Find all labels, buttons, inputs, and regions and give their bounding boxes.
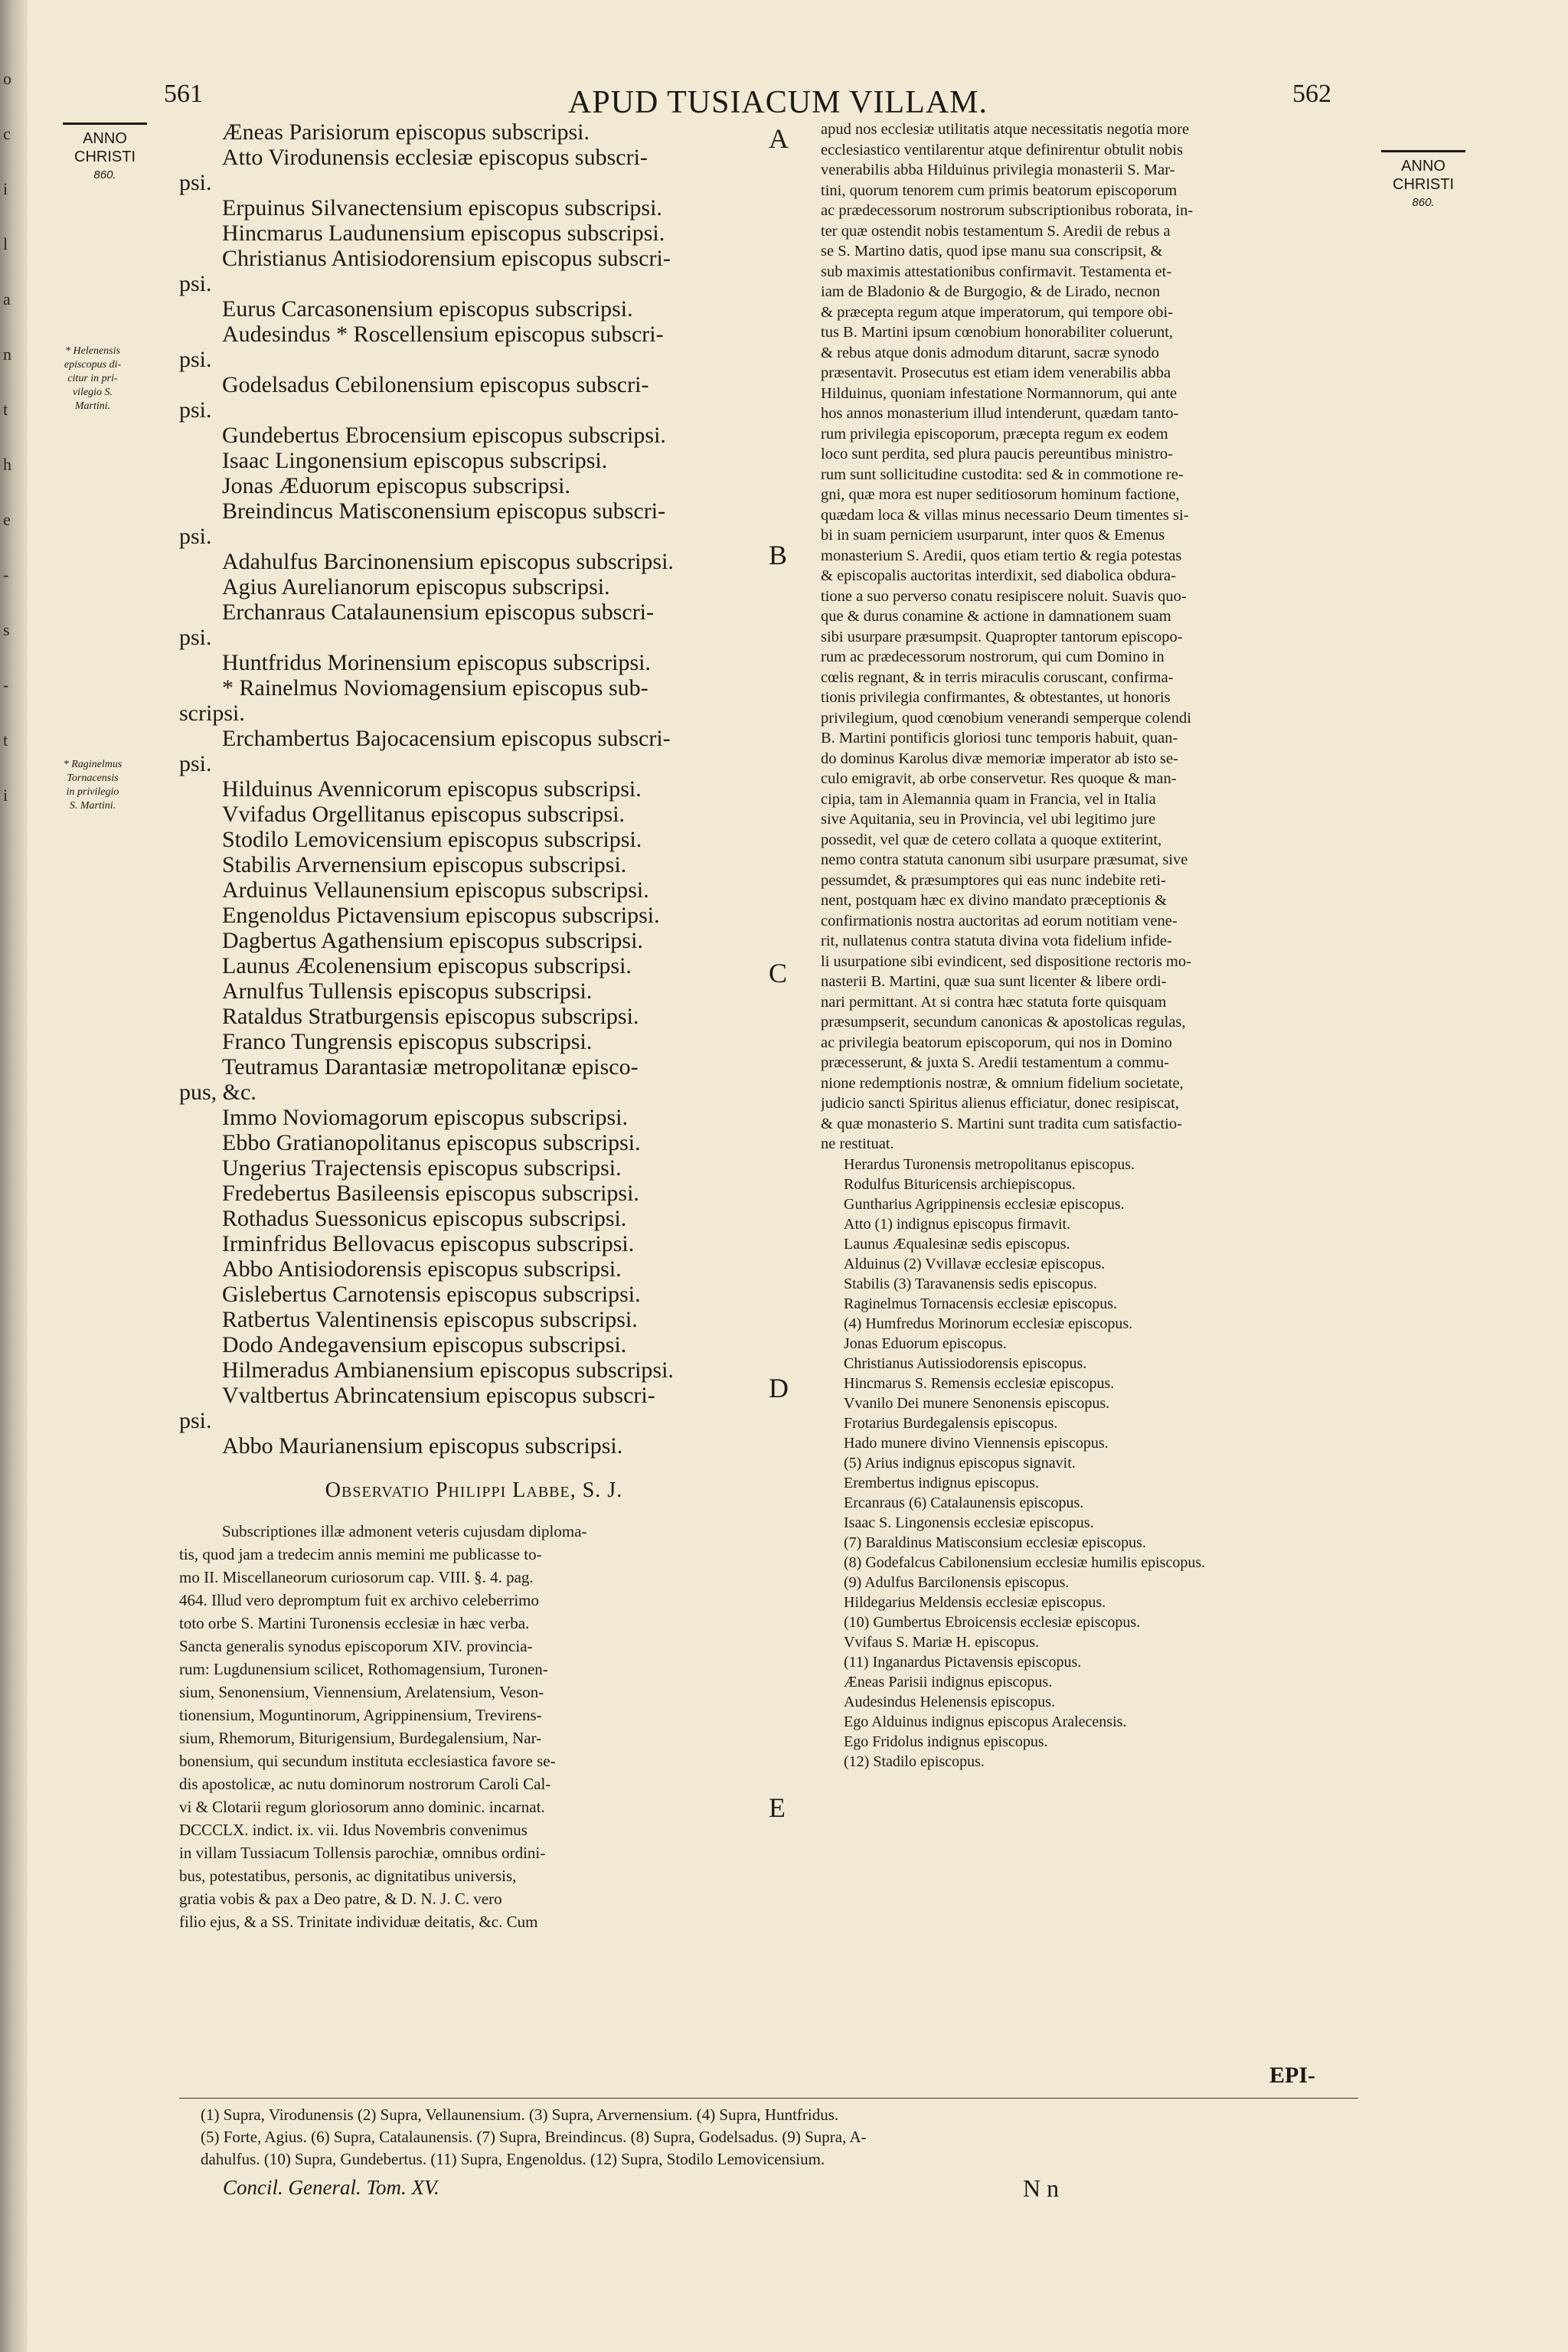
margin-note-line: vilegio S.: [72, 387, 113, 398]
charter-line: que & durus conamine & actione in damnationem suam: [821, 608, 1171, 625]
observatio-line: bus, potestatibus, personis, ac dignitatibus universis,: [179, 1867, 517, 1885]
year-label-christi: CHRISTI: [1393, 176, 1454, 193]
margin-note-line: * Helenensis: [65, 345, 120, 357]
observatio-line: sium, Senonensium, Viennensium, Arelatensium, Veson-: [179, 1683, 544, 1701]
observatio-line: Subscriptiones illæ admonent veteris cujusdam diploma-: [222, 1522, 587, 1540]
signature-line: Frotarius Burdegalensis episcopus.: [844, 1414, 1058, 1432]
year-note-left: [55, 122, 155, 185]
subscription-line: Eurus Carcasonensium episcopus subscripsi.: [222, 296, 633, 322]
section-mark-d: D: [769, 1373, 789, 1403]
charter-line: præsentavit. Prosecutus est etiam idem venerabilis abba: [821, 364, 1171, 381]
gutter-glyph: o: [3, 69, 11, 88]
subscription-line: Abbo Maurianensium episcopus subscripsi.: [222, 1433, 623, 1459]
subscription-line: Teutramus Darantasiæ metropolitanæ episco-: [222, 1054, 639, 1080]
year-rule: [63, 122, 147, 125]
subscription-line: psi.: [179, 625, 212, 650]
subscription-line: Erchambertus Bajocacensium episcopus subscri-: [222, 726, 671, 751]
charter-line: iam de Bladonio & de Burgogio, & de Lirado, necnon: [821, 283, 1161, 300]
charter-line: venerabilis abba Hilduinus privilegia monasterii S. Mar-: [821, 162, 1175, 178]
charter-line: tione a suo perverso conatu resipiscere noluit. Suavis quo-: [821, 587, 1187, 605]
subscription-line: Gundebertus Ebrocensium episcopus subscripsi.: [222, 423, 666, 448]
signature-line: Launus Æqualesinæ sedis episcopus.: [844, 1235, 1070, 1253]
subscription-list: [179, 119, 769, 1459]
charter-line: nione redemptionis nostræ, & omnium fidelium societate,: [821, 1074, 1184, 1092]
signature-line: Ego Fridolus indignus episcopus.: [844, 1733, 1048, 1750]
subscription-line: Gislebertus Carnotensis episcopus subscripsi.: [222, 1282, 641, 1307]
signature-line: Vvanilo Dei munere Senonensis episcopus.: [844, 1394, 1110, 1412]
charter-line: pessumdet, & præsumptores qui eas nunc indebite reti-: [821, 871, 1166, 889]
signature-line: (5) Arius indignus episcopus signavit.: [844, 1454, 1076, 1472]
section-mark-e: E: [769, 1792, 786, 1823]
charter-line: ac privilegia beatorum episcoporum, qui nos in Domino: [821, 1034, 1172, 1051]
charter-line: cœlis regnant, & in terris miraculis coruscant, confirma-: [821, 668, 1174, 686]
signature-line: Ercanraus (6) Catalaunensis episcopus.: [844, 1494, 1084, 1511]
margin-note-line: citur in pri-: [67, 373, 118, 384]
observatio-line: in villam Tussiacum Tollensis parochiæ, omnibus ordini-: [179, 1844, 546, 1862]
year-value: 860.: [1412, 196, 1435, 209]
observatio-line: rum: Lugdunensium scilicet, Rothomagensium, Turonen-: [179, 1660, 548, 1678]
subscription-line: psi.: [179, 1408, 212, 1433]
subscription-line: Hincmarus Laudunensium episcopus subscripsi.: [222, 220, 665, 246]
charter-line: tionis privilegia confirmantes, & obtestantes, ut honoris: [821, 689, 1171, 706]
subscription-line: Rataldus Stratburgensis episcopus subscripsi.: [222, 1004, 639, 1029]
subscription-line: psi.: [179, 170, 212, 195]
subscription-line: Huntfridus Morinensium episcopus subscripsi.: [222, 650, 651, 675]
charter-line: nent, postquam hæc ex divino mandato præceptionis &: [821, 892, 1168, 909]
charter-line: quædam loca & villas minus necessario Deum timentes si-: [821, 506, 1189, 524]
observatio-title: Observatio Philippi Labbe, S. J.: [325, 1478, 623, 1502]
gutter-glyph: a: [3, 289, 11, 309]
left-column: [179, 119, 769, 1933]
subscription-line: Stabilis Arvernensium episcopus subscripsi.: [222, 852, 627, 877]
footnotes: [201, 2104, 1364, 2171]
subscription-line: Hilduinus Avennicorum episcopus subscripsi.: [222, 776, 642, 802]
subscription-line: Agius Aurelianorum episcopus subscripsi.: [222, 574, 610, 599]
gutter-glyph: t: [3, 400, 8, 419]
signature-line: (10) Gumbertus Ebroicensis ecclesiæ episcopus.: [844, 1613, 1141, 1631]
subscription-line: Jonas Æduorum episcopus subscripsi.: [222, 473, 570, 498]
observatio-line: DCCCLX. indict. ix. vii. Idus Novembris convenimus: [179, 1821, 528, 1839]
charter-line: privilegium, quod cœnobium venerandi semperque colendi: [821, 709, 1191, 727]
charter-line: monasterium S. Aredii, quos etiam tertio & regia potestas: [821, 547, 1182, 564]
observatio-line: mo II. Miscellaneorum curiosorum cap. VIII. §. 4. pag.: [179, 1568, 534, 1586]
charter-line: rit, nullatenus contra statuta divina vota fidelium infide-: [821, 933, 1172, 949]
year-value: 860.: [93, 168, 116, 181]
footnote-line: (1) Supra, Virodunensis (2) Supra, Vellaunensium. (3) Supra, Arvernensium. (4) Supra, Huntfridus.: [201, 2105, 839, 2124]
subscription-line: pus, &c.: [179, 1080, 256, 1105]
charter-line: culo emigravit, ab orbe conservetur. Res quoque & man-: [821, 770, 1177, 787]
observatio-line: sium, Rhemorum, Biturigensium, Burdegalensium, Nar-: [179, 1729, 542, 1747]
right-page-number: 562: [1292, 80, 1331, 108]
book-page: [28, 0, 1568, 2352]
signature-mark: N n: [1023, 2174, 1060, 2202]
signature-line: Ego Alduinus indignus episcopus Aralecensis.: [844, 1713, 1127, 1730]
section-mark-c: C: [769, 958, 788, 988]
charter-line: apud nos ecclesiæ utilitatis atque necessitatis negotia more: [821, 121, 1190, 138]
subscription-line: psi.: [179, 397, 212, 423]
subscription-line: psi.: [179, 751, 212, 776]
charter-line: & præcepta regum atque imperatorum, qui tempore obi-: [821, 303, 1173, 321]
subscription-line: Arnulfus Tullensis episcopus subscripsi.: [222, 978, 593, 1004]
charter-line: nemo contra statuta canonum sibi usurpare præsumat, sive: [821, 851, 1188, 868]
subscription-line: Hilmeradus Ambianensium episcopus subscripsi.: [222, 1357, 674, 1383]
subscription-line: Launus Æcolenensium episcopus subscripsi.: [222, 953, 632, 978]
subscription-line: psi.: [179, 524, 212, 549]
charter-line: præcesserunt, & juxta S. Aredii testamentum a commu-: [821, 1054, 1169, 1071]
margin-note-helenensis: [35, 345, 150, 413]
subscription-line: Isaac Lingonensium episcopus subscripsi.: [222, 448, 608, 473]
charter-line: ne restituat.: [821, 1135, 894, 1152]
subscription-line: Atto Virodunensis ecclesiæ episcopus subscri-: [222, 145, 648, 170]
footnote-rule: [179, 2098, 1358, 2099]
charter-line: sive Aquitania, seu in Provincia, vel ubi legitimo jure: [821, 811, 1156, 828]
signature-line: (11) Inganardus Pictavensis episcopus.: [844, 1653, 1082, 1671]
charter-line: B. Martini pontificis gloriosi tunc temporis habuit, quan-: [821, 730, 1178, 746]
signature-line: (8) Godefalcus Cabilonensium ecclesiæ humilis episcopus.: [844, 1553, 1206, 1571]
margin-note-line: * Raginelmus: [63, 759, 122, 770]
subscription-line: Adahulfus Barcinonensium episcopus subscripsi.: [222, 549, 674, 574]
footnote-line: (5) Forte, Agius. (6) Supra, Catalaunensis. (7) Supra, Breindincus. (8) Supra, Godelsadus. (9) Supra, A-: [201, 2128, 867, 2146]
margin-note-line: Tornacensis: [67, 773, 119, 784]
charter-line: Hilduinus, quoniam infestatione Normannorum, qui ante: [821, 384, 1178, 402]
observatio-line: tionensium, Moguntinorum, Agrippinensium, Trevirens-: [179, 1706, 542, 1724]
observatio-line: Sancta generalis synodus episcoporum XIV. provincia-: [179, 1637, 533, 1655]
observatio-line: filio ejus, & a SS. Trinitate individuæ deitatis, &c. Cum: [179, 1913, 538, 1931]
gutter-glyph: t: [3, 730, 8, 750]
signature-line: Stabilis (3) Taravanensis sedis episcopus.: [844, 1275, 1097, 1292]
right-column: [821, 119, 1366, 1772]
subscription-line: Rothadus Suessonicus episcopus subscripsi.: [222, 1206, 627, 1231]
subscription-line: Stodilo Lemovicensium episcopus subscripsi.: [222, 827, 642, 852]
charter-line: tini, quorum tenorem cum primis beatorum episcoporum: [821, 181, 1178, 199]
year-label-christi: CHRISTI: [74, 149, 136, 165]
gutter-glyph: i: [3, 786, 8, 805]
signature-line: Audesindus Helenensis episcopus.: [844, 1693, 1056, 1710]
subscription-line: Christianus Antisiodorensium episcopus subscri-: [222, 246, 671, 271]
subscription-line: Franco Tungrensis episcopus subscripsi.: [222, 1029, 593, 1054]
charter-line: sibi usurpare præsumpsit. Quapropter tantorum episcopo-: [821, 628, 1183, 645]
charter-line: cipia, tam in Alemannia quam in Francia, vel in Italia: [821, 790, 1156, 808]
observatio-text: [179, 1520, 769, 1933]
charter-line: se S. Martino datis, quod ipse manu sua conscripsit, &: [821, 243, 1163, 260]
binding-gutter: [0, 0, 28, 2352]
gutter-glyph: n: [3, 345, 11, 364]
subscription-line: Erpuinus Silvanectensium episcopus subscripsi.: [222, 195, 662, 220]
charter-line: do dominus Karolus divæ memoriæ imperator ab isto se-: [821, 750, 1178, 767]
subscription-line: Dodo Andegavensium episcopus subscripsi.: [222, 1332, 627, 1357]
charter-line: loco sunt perdita, sed plura paucis pereuntibus ministro-: [821, 446, 1174, 462]
signature-line: Isaac S. Lingonensis ecclesiæ episcopus.: [844, 1514, 1094, 1531]
year-label-anno: ANNO: [1401, 158, 1446, 175]
signature-line: Atto (1) indignus episcopus firmavit.: [844, 1215, 1071, 1233]
signature-line: Raginelmus Tornacensis ecclesiæ episcopus.: [844, 1295, 1118, 1312]
left-page-number: 561: [164, 80, 203, 108]
gutter-glyph: -: [3, 565, 9, 584]
charter-line: nari permittant. At si contra hæc statuta forte quisquam: [821, 993, 1167, 1011]
subscription-line: psi.: [179, 347, 212, 372]
signature-line: Erembertus indignus episcopus.: [844, 1474, 1039, 1491]
observatio-line: vi & Clotarii regum gloriosorum anno dominic. incarnat.: [179, 1798, 545, 1816]
gutter-glyph: h: [3, 455, 11, 474]
gutter-glyph: -: [3, 675, 9, 694]
year-label-anno: ANNO: [83, 130, 127, 147]
charter-line: hos annos monasterium illud intenderunt, quædam tanto-: [821, 405, 1179, 422]
section-mark-b: B: [769, 540, 788, 570]
catchword: EPI-: [1269, 2063, 1315, 2088]
subscription-line: Erchanraus Catalaunensium episcopus subscri-: [222, 599, 655, 625]
subscription-line: Godelsadus Cebilonensium episcopus subscri-: [222, 372, 649, 397]
charter-line: bi in suam perniciem usurparunt, inter quos & Emenus: [821, 527, 1165, 544]
signature-line: Herardus Turonensis metropolitanus episcopus.: [844, 1155, 1135, 1173]
subscription-line: Ungerius Trajectensis episcopus subscripsi.: [222, 1155, 622, 1181]
subscription-line: * Rainelmus Noviomagensium episcopus sub-: [222, 675, 648, 701]
signature-line: Hildegarius Meldensis ecclesiæ episcopus.: [844, 1593, 1106, 1611]
gutter-glyph: c: [3, 124, 11, 143]
charter-line: rum ac prædecessorum nostrorum, qui cum Domino in: [821, 648, 1165, 665]
signature-line: (4) Humfredus Morinorum ecclesiæ episcopus.: [844, 1315, 1133, 1332]
observatio-line: dis apostolicæ, ac nutu dominorum nostrorum Caroli Cal-: [179, 1775, 551, 1793]
charter-line: ecclesiastico ventilarentur atque definirentur obtulit nobis: [821, 141, 1184, 158]
charter-line: tus B. Martini ipsum cœnobium honorabiliter coluerunt,: [821, 324, 1174, 341]
charter-line: ter quæ ostendit nobis testamentum S. Aredii de rebus a: [821, 222, 1171, 240]
gutter-glyph: i: [3, 179, 8, 198]
charter-line: li usurpatione sibi evindicent, sed dispositione rectoris mo-: [821, 952, 1191, 970]
charter-line: & quæ monasterio S. Martini sunt tradita cum satisfactio-: [821, 1115, 1182, 1132]
signature-line: Jonas Eduorum episcopus.: [844, 1334, 1007, 1352]
observatio-line: toto orbe S. Martini Turonensis ecclesiæ in hæc verba.: [179, 1614, 530, 1632]
charter-line: & episcopalis auctoritas interdixit, sed diabolica obdura-: [821, 567, 1176, 584]
footnote-line: dahulfus. (10) Supra, Gundebertus. (11) Supra, Engenoldus. (12) Supra, Stodilo Lemovicensium.: [201, 2150, 825, 2168]
observatio-line: 464. Illud vero depromptum fuit ex archivo celeberrimo: [179, 1591, 540, 1609]
signature-line: Æneas Parisii indignus episcopus.: [844, 1673, 1053, 1690]
year-rule: [1381, 150, 1465, 152]
margin-note-line: episcopus di-: [64, 359, 122, 371]
volume-footer: Concil. General. Tom. XV.: [223, 2176, 439, 2199]
subscription-line: scripsi.: [179, 701, 245, 726]
charter-line: confirmationis nostra auctoritas ad eorum notitiam vene-: [821, 912, 1178, 929]
subscription-line: Vvaltbertus Abrincatensium episcopus subscri-: [222, 1383, 655, 1408]
charter-line: gni, quæ mora est nuper seditiosorum hominum factione,: [821, 486, 1180, 503]
charter-line: judicio sancti Spiritus alienus efficiatur, donec resipiscat,: [821, 1095, 1179, 1112]
signature-line: Hado munere divino Viennensis episcopus.: [844, 1434, 1109, 1452]
signature-line: Guntharius Agrippinensis ecclesiæ episcopus.: [844, 1195, 1125, 1213]
signature-line: Christianus Autissiodorensis episcopus.: [844, 1354, 1087, 1372]
charter-line: rum privilegia episcoporum, præcepta regum ex eodem: [821, 425, 1168, 443]
margin-note-raginelmus: [35, 758, 150, 813]
gutter-glyph: l: [3, 234, 8, 253]
signature-line: (12) Stadilo episcopus.: [844, 1753, 985, 1770]
gutter-glyph: s: [3, 620, 10, 639]
subscription-line: Dagbertus Agathensium episcopus subscripsi.: [222, 928, 643, 953]
signature-line: Vvifaus S. Mariæ H. episcopus.: [844, 1633, 1039, 1651]
charter-text: [821, 119, 1366, 1155]
observatio-line: bonensium, qui secundum instituta ecclesiastica favore se-: [179, 1752, 556, 1770]
subscription-line: Engenoldus Pictavensium episcopus subscripsi.: [222, 903, 660, 928]
signature-list: [821, 1155, 1366, 1772]
year-note-right: [1374, 150, 1473, 212]
signature-line: (9) Adulfus Barcilonensis episcopus.: [844, 1573, 1070, 1591]
subscription-line: Immo Noviomagorum episcopus subscripsi.: [222, 1105, 628, 1130]
charter-line: sub maximis attestationibus confirmavit. Testamenta et-: [821, 263, 1172, 280]
margin-note-line: S. Martini.: [69, 800, 116, 812]
subscription-line: Æneas Parisiorum episcopus subscripsi.: [222, 119, 590, 145]
signature-line: Rodulfus Bituricensis archiepiscopus.: [844, 1175, 1076, 1193]
charter-line: præsumpserit, secundum canonicas & apostolicas regulas,: [821, 1014, 1186, 1031]
signature-line: Alduinus (2) Vvillavæ ecclesiæ episcopus.: [844, 1255, 1106, 1272]
signature-line: Hincmarus S. Remensis ecclesiæ episcopus.: [844, 1374, 1115, 1392]
subscription-line: Breindincus Matisconensium episcopus subscri-: [222, 498, 666, 524]
charter-line: & rebus atque donis admodum ditarunt, sacræ synodo: [821, 344, 1159, 361]
signature-line: (7) Baraldinus Matisconsium ecclesiæ episcopus.: [844, 1534, 1146, 1551]
charter-line: rum sunt sollicitudine custodita: sed & in commotione re-: [821, 466, 1184, 483]
subscription-line: psi.: [179, 271, 212, 296]
gutter-glyph: e: [3, 510, 11, 529]
charter-line: possedit, vel quæ de cetero collata a quoque extiterint,: [821, 831, 1162, 848]
subscription-line: Audesindus * Roscellensium episcopus subscri-: [222, 322, 664, 347]
charter-line: nasterii B. Martini, quæ sua sunt licenter & libere ordi-: [821, 973, 1167, 990]
subscription-line: Arduinus Vellaunensium episcopus subscripsi.: [222, 877, 649, 903]
subscription-line: Irminfridus Bellovacus episcopus subscripsi.: [222, 1231, 635, 1256]
observatio-line: gratia vobis & pax a Deo patre, & D. N. J. C. vero: [179, 1890, 502, 1908]
section-mark-a: A: [769, 123, 789, 154]
observatio-line: tis, quod jam a tredecim annis memini me publicasse to-: [179, 1545, 542, 1563]
subscription-line: Vvifadus Orgellitanus episcopus subscripsi.: [222, 802, 626, 827]
charter-line: ac prædecessorum nostrorum subscriptionibus roborata, in-: [821, 202, 1194, 219]
subscription-line: Ratbertus Valentinensis episcopus subscripsi.: [222, 1307, 638, 1332]
margin-note-line: Martini.: [74, 400, 111, 412]
subscription-line: Fredebertus Basileensis episcopus subscripsi.: [222, 1181, 639, 1206]
margin-note-line: in privilegio: [66, 786, 119, 798]
subscription-line: Ebbo Gratianopolitanus episcopus subscripsi.: [222, 1130, 641, 1155]
running-title: APUD TUSIACUM VILLAM.: [568, 85, 988, 120]
subscription-line: Abbo Antisiodorensis episcopus subscripsi.: [222, 1256, 622, 1282]
